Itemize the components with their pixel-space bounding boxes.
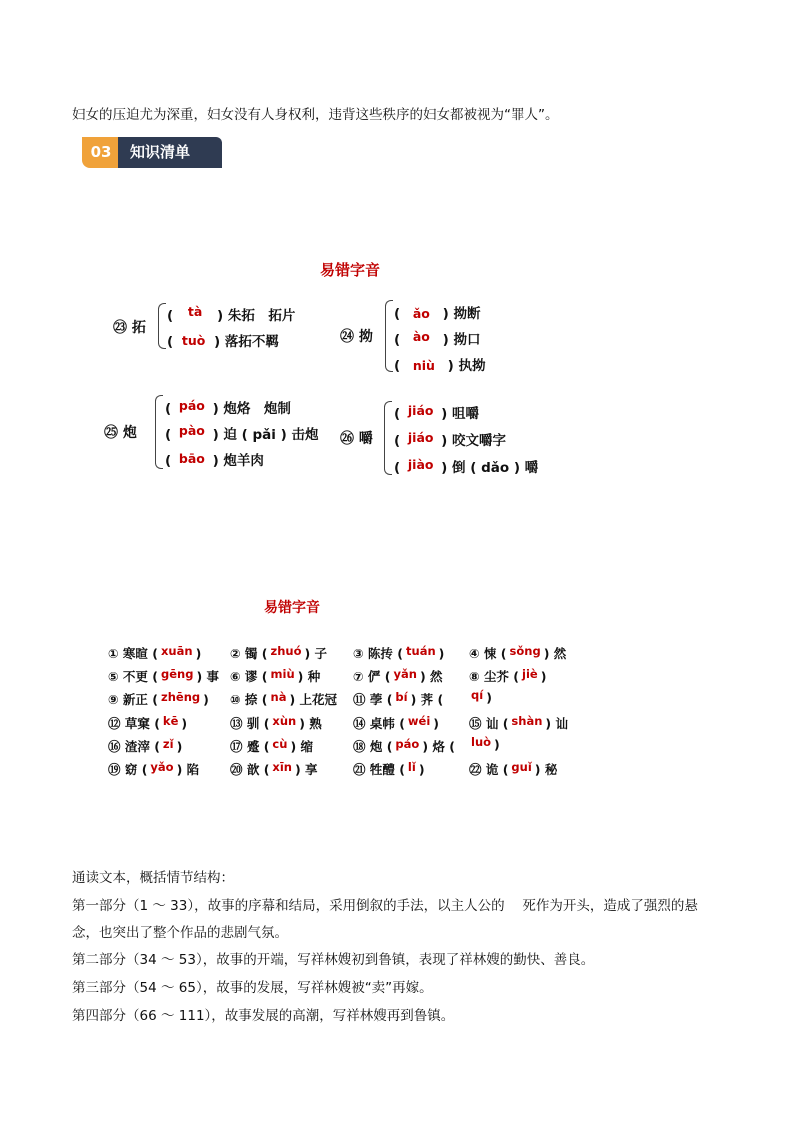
grid-cell-pinyin: xīn — [272, 760, 292, 774]
group-25-brace — [155, 395, 163, 469]
grid-cell-text: ) 享 — [294, 762, 318, 777]
group-25-line-1: ( páo ) 炮烙 炮制 — [165, 398, 291, 417]
grid-cell-text: ) 然 — [419, 669, 443, 684]
grid-cell — [108, 714, 187, 732]
grid-cell — [230, 714, 322, 732]
grid-cell-text: ) 荠 ( — [410, 692, 444, 707]
grid-cell — [468, 737, 500, 752]
section-number: 03 — [82, 137, 120, 168]
grid-cell-text: ① 寒暄 ( — [108, 646, 159, 661]
grid-cell-text: ) — [438, 646, 445, 661]
paragraph-2: 第一部分（1 ～ 33），故事的序幕和结局，采用倒叙的手法，以主人公的 死作为开头，造成了强烈的悬 — [72, 898, 698, 914]
grid-cell-text: ⑤ 不更 ( — [108, 669, 159, 684]
group-24-line-1: ( ǎo ) 拗断 — [394, 306, 481, 322]
paragraph-1: 通读文本，概括情节结构： — [72, 870, 234, 886]
grid-cell-text: ⑧ 尘芥 ( — [469, 669, 520, 684]
grid-cell-text: ) 秘 — [534, 762, 558, 777]
grid-cell-text: ③ 陈抟 ( — [353, 646, 404, 661]
grid-cell-text: ) 上花冠 — [289, 692, 338, 707]
grid-cell-text: ) — [203, 692, 209, 707]
grid-cell-text: ⑬ 驯 ( — [230, 716, 270, 731]
grid-cell-pinyin: bí — [395, 690, 408, 704]
group-23-brace — [158, 303, 166, 349]
grid-cell-text: ⑭ 桌帏 ( — [353, 716, 405, 731]
grid-cell-text: ㉒ 诡 ( — [469, 762, 509, 777]
grid-cell-text: ) — [540, 669, 547, 684]
grid-cell-text: ② 镯 ( — [230, 646, 268, 661]
grid-cell-text: ⑮ 讪 ( — [469, 716, 509, 731]
grid-cell-text: ) 子 — [304, 646, 328, 661]
grid-cell — [469, 760, 557, 778]
grid-cell-pinyin: yǎn — [393, 667, 417, 681]
grid-cell-text: ⑥ 谬 ( — [230, 669, 268, 684]
grid-cell-pinyin: miù — [270, 667, 295, 681]
grid-cell — [230, 690, 337, 708]
grid-cell — [108, 690, 209, 708]
grid-cell-text: ) — [195, 646, 202, 661]
grid-cell-text: ④ 悚 ( — [469, 646, 507, 661]
grid-cell — [353, 737, 455, 755]
paragraph-3: 念，也突出了整个作品的悲剧气氛。 — [72, 925, 288, 941]
group-23-line-2: ( tuò ) 落拓不羁 — [167, 333, 279, 350]
grid-cell-pinyin: gēng — [161, 667, 194, 681]
section-label: 知识清单 — [118, 137, 222, 168]
paragraph-4: 第二部分（34 ～ 53），故事的开端，写祥林嫂初到鲁镇，表现了祥林嫂的勤快、善良。 — [72, 952, 595, 968]
grid-cell — [353, 714, 439, 732]
grid-cell-text: ) 讪 — [545, 716, 568, 731]
grid-cell-text: ) 熟 — [299, 716, 322, 731]
grid-cell-pinyin: zhēng — [161, 690, 201, 704]
grid-cell-text: ) 缩 — [290, 739, 314, 754]
grid-cell-text: ) — [418, 762, 425, 777]
grid-cell-text: ⑳ 歆 ( — [230, 762, 270, 777]
group-23-line-1: ( tà ) 朱拓 拓片 — [167, 304, 296, 324]
grid-cell — [230, 737, 313, 755]
grid-cell-text: ㉑ 牲醴 ( — [353, 762, 405, 777]
grid-cell-text: ) — [433, 716, 440, 731]
grid-cell-pinyin: lǐ — [407, 760, 416, 774]
group-24-line-2: ( ào ) 拗口 — [394, 329, 481, 348]
grid-cell-text: ⑯ 渣滓 ( — [108, 739, 160, 754]
group-26-head: ㉖ 嚼 — [340, 431, 373, 447]
grid-cell-pinyin: shàn — [511, 714, 543, 728]
grid-cell-text: ) — [176, 739, 183, 754]
group-24-brace — [385, 300, 393, 372]
grid-cell-pinyin: yǎo — [150, 760, 174, 774]
title-easy-mistake: 易错字音 — [264, 600, 320, 616]
grid-cell-pinyin: nà — [270, 690, 287, 704]
grid-cell-pinyin: xuān — [161, 644, 193, 658]
grid-cell-text: ) 陷 — [176, 762, 200, 777]
grid-cell-pinyin: zhuó — [270, 644, 302, 658]
grid-cell-text: ⑩ 捺 ( — [230, 692, 268, 707]
grid-cell — [468, 690, 492, 705]
group-25-line-3: ( bāo ) 炮羊肉 — [165, 451, 264, 469]
grid-cell-pinyin: guǐ — [511, 760, 532, 774]
grid-cell-pinyin: zǐ — [162, 737, 174, 751]
grid-cell-text: ) — [181, 716, 188, 731]
grid-cell-text: ) 事 — [196, 669, 220, 684]
grid-cell — [108, 737, 182, 755]
grid-cell — [230, 760, 318, 778]
grid-cell-text: ⑰ 蹙 ( — [230, 739, 270, 754]
grid-cell — [469, 714, 568, 732]
grid-cell-text: ⑪ 荸 ( — [353, 692, 393, 707]
grid-cell-pinyin: wéi — [407, 714, 431, 728]
grid-cell-text: ) 种 — [297, 669, 321, 684]
grid-cell — [469, 644, 566, 662]
grid-cell-pinyin: cù — [272, 737, 288, 751]
group-24-line-3: ( niù ) 执拗 — [394, 358, 486, 374]
grid-cell-text: ⑱ 炮 ( — [353, 739, 393, 754]
grid-cell-pinyin: kē — [162, 714, 179, 728]
grid-cell-text: ⑫ 草窠 ( — [108, 716, 160, 731]
group-26-line-2: ( jiáo ) 咬文嚼字 — [394, 430, 507, 449]
grid-cell-text: ) 然 — [543, 646, 567, 661]
grid-cell — [108, 667, 219, 685]
title-polyphone: 易错字音 — [320, 261, 381, 279]
grid-cell-text: ) — [486, 690, 492, 705]
grid-cell-pinyin: luò — [471, 735, 492, 749]
group-26-line-1: ( jiáo ) 咀嚼 — [394, 403, 480, 422]
grid-cell — [353, 760, 425, 778]
group-25-head: ㉕ 炮 — [104, 425, 137, 441]
grid-cell-text: ⑦ 俨 ( — [353, 669, 391, 684]
group-26-brace — [384, 401, 392, 475]
section-badge — [82, 137, 222, 168]
grid-cell-pinyin: sǒng — [509, 644, 541, 658]
grid-cell-text: ) — [494, 737, 500, 752]
grid-cell-pinyin: tuán — [406, 644, 436, 658]
grid-cell — [353, 667, 443, 685]
grid-cell — [230, 644, 327, 662]
paragraph-5: 第三部分（54 ～ 65），故事的发展，写祥林嫂被“卖”再嫁。 — [72, 980, 433, 996]
group-24-head: ㉔ 拗 — [340, 329, 373, 345]
grid-cell-pinyin: xùn — [272, 714, 297, 728]
grid-cell — [353, 644, 444, 662]
intro-line: 妇女的压迫尤为深重，妇女没有人身权利，违背这些秩序的妇女都被视为“罪人”。 — [72, 107, 559, 123]
group-25-line-2: ( pào ) 迫 ( pǎi ) 击炮 — [165, 423, 319, 443]
grid-cell-text: ) 烙 ( — [422, 739, 455, 754]
grid-cell — [230, 667, 320, 685]
grid-cell — [108, 760, 199, 778]
group-23-head: ㉓ 拓 — [113, 320, 146, 336]
grid-cell-text: ⑨ 新正 ( — [108, 692, 159, 707]
grid-cell — [469, 667, 546, 685]
grid-cell-pinyin: páo — [395, 737, 420, 751]
paragraph-6: 第四部分（66 ～ 111），故事发展的高潮，写祥林嫂再到鲁镇。 — [72, 1008, 455, 1024]
grid-cell-pinyin: jiè — [522, 667, 538, 681]
grid-cell — [353, 690, 443, 708]
grid-cell-text: ⑲ 窈 ( — [108, 762, 148, 777]
group-26-line-3: ( jiào ) 倒 ( dǎo ) 嚼 — [394, 457, 539, 476]
grid-cell-pinyin: qí — [471, 688, 484, 702]
grid-cell — [108, 644, 201, 662]
